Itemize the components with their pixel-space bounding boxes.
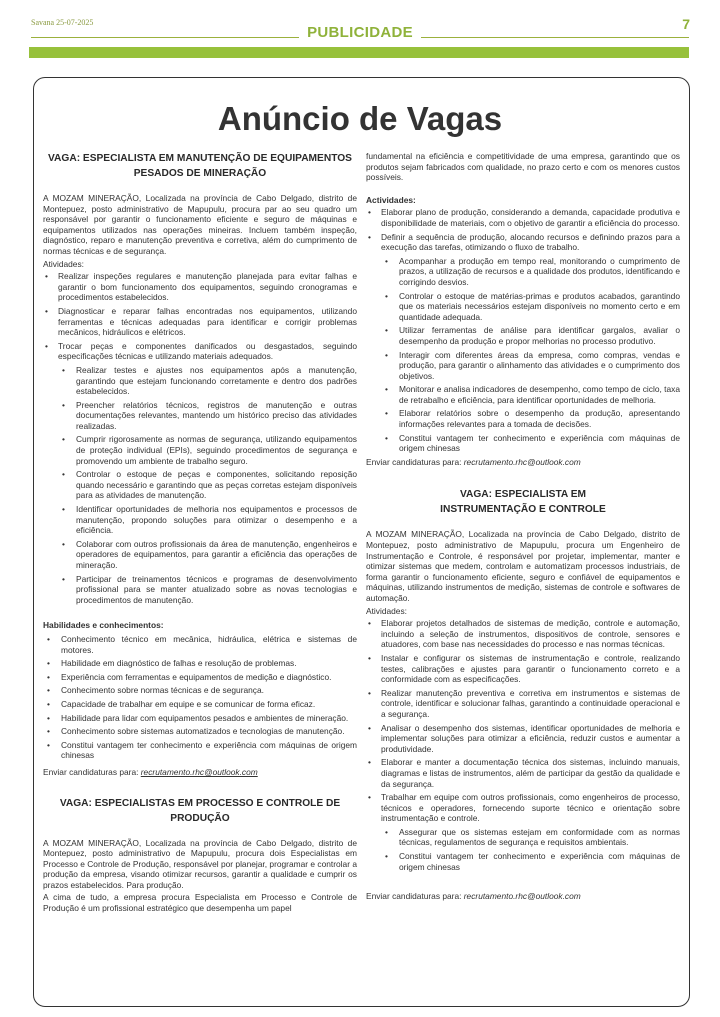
sub-list: [381, 256, 680, 454]
vacancy-intro-continued: A cima de tudo, a empresa procura Especialista em Processo e Controle de Produção é um profissional estratégico que desempenha um papel: [43, 892, 357, 914]
vacancy-title: VAGA: ESPECIALISTA EM INSTRUMENTAÇÃO E CONTROLE: [440, 489, 606, 516]
header-rule-right: [421, 37, 689, 38]
list-item: • Colaborar com outros profissionais da área de manutenção, engenheiros e operadores de equipamentos, para garantir a eficiência das operações de mineração.: [58, 539, 357, 571]
activities-list: [366, 618, 680, 872]
section-title: PUBLICIDADE: [307, 24, 413, 41]
list-item: • Controlar o estoque de matérias-primas e produtos acabados, garantindo que os materiais necessários estejam disponíveis no momento certo e em quantidade adequada.: [381, 291, 680, 323]
activities-label: Atividades:: [366, 605, 407, 616]
list-item: [366, 232, 680, 454]
list-item: • Controlar o estoque de peças e componentes, solicitando reposição quando necessário e garantindo que as peças corretas estejam disponíveis para as atividades de manutenção.: [58, 469, 357, 501]
email-link[interactable]: recrutamento.rhc@outlook.com: [463, 891, 581, 902]
list-item: • Participar de treinamentos técnicos e programas de desenvolvimento profissional para se manter atualizado sobre as novas tecnologias e procedimentos de manutenção.: [58, 574, 357, 606]
list-item: • Conhecimento sobre normas técnicas e de segurança.: [43, 685, 357, 696]
list-item: • Diagnosticar e reparar falhas encontradas nos equipamentos, utilizando ferramentas e técnicas adequadas para identificar e corrigir problemas mecânicos, hidráulicos e elétricos.: [43, 306, 357, 338]
vacancy-intro: A MOZAM MINERAÇÃO, Localizada na província de Cabo Delgado, distrito de Montepuez, posto administrativo de Mapupulu, procura dois Especialistas em Processo e Controle de Produção, responsável por planejar, programar e controlar a produção da empresa, visando otimizar recursos, garantir a qualidade e cumprir os prazos estabelecidos. Para produção.: [43, 837, 357, 890]
list-item: • Experiência com ferramentas e equipamentos de medição e diagnóstico.: [43, 672, 357, 683]
green-band: [29, 47, 689, 58]
header-rule-left: [31, 37, 299, 38]
left-column: [43, 151, 357, 916]
list-item-text: Definir a sequência de produção, alocando recursos e definindo prazos para a execução das tarefas, otimizando o fluxo de trabalho.: [381, 231, 680, 253]
vacancy-intro: A MOZAM MINERAÇÃO, Localizada na província de Cabo Delgado, distrito de Montepuez, posto administrativo de Mapupulu, procura um Engenheiro de Instrumentação e Controle, é responsável por projetar, implementar, manter e otimizar sistemas que medem, controlam e automatizam processos industriais, de forma garantir o funcionamento eficiente, seguro e confiável de equipamentos e máquinas, utilizando instrumentos de medição, sistemas de controle e softwares de automação.: [366, 529, 680, 603]
list-item: • Utilizar ferramentas de análise para identificar gargalos, avaliar o desempenho da produção e propor melhorias no processo produtivo.: [381, 325, 680, 346]
list-item: • Realizar inspeções regulares e manutenção planejada para evitar falhas e garantir o bom funcionamento dos equipamentos, seguindo cronogramas e procedimentos estabelecidos.: [43, 271, 357, 303]
list-item: • Acompanhar a produção em tempo real, monitorando o cumprimento de prazos, a utilização de recursos e a qualidade dos produtos, identificando e corrigindo desvios.: [381, 256, 680, 288]
list-item: • Realizar manutenção preventiva e corretiva em instrumentos e sistemas de controle, identificar e solucionar falhas, garantindo a continuidade operacional e a segurança.: [366, 688, 680, 720]
ad-title: Anúncio de Vagas: [217, 100, 503, 137]
right-column: [366, 151, 680, 902]
list-item: • Identificar oportunidades de melhoria nos equipamentos e processos de manutenção, propondo soluções para otimizar o desempenho e a eficiência.: [58, 504, 357, 536]
apply-label: Enviar candidaturas para:: [43, 766, 139, 777]
email-link[interactable]: recrutamento.rhc@outlook.com: [463, 456, 581, 467]
list-item: • Constitui vantagem ter conhecimento e experiência com máquinas de origem chinesas: [43, 740, 357, 761]
list-item: • Conhecimento técnico em mecânica, hidráulica, elétrica e sistemas de motores.: [43, 634, 357, 655]
list-item: • Capacidade de trabalhar em equipe e se comunicar de forma eficaz.: [43, 699, 357, 710]
list-item: • Constitui vantagem ter conhecimento e experiência com máquinas de origem chinesas: [381, 851, 680, 872]
activities-list: [43, 271, 357, 605]
list-item: • Habilidade para lidar com equipamentos pesados e ambientes de mineração.: [43, 713, 357, 724]
list-item-text: Trocar peças e componentes danificados ou desgastados, seguindo especificações técnicas e utilizando materiais adequados.: [58, 340, 357, 362]
apply-line: [366, 457, 680, 468]
sub-list: [58, 365, 357, 605]
email-link[interactable]: recrutamento.rhc@outlook.com: [140, 766, 258, 777]
activities-label: Actividades:: [366, 194, 416, 205]
sub-list: [381, 827, 680, 872]
list-item: • Interagir com diferentes áreas da empresa, como compras, vendas e produção, para garantir o alinhamento das atividades e o cumprimento dos objetivos.: [381, 350, 680, 382]
list-item: • Elaborar e manter a documentação técnica dos sistemas, incluindo manuais, diagramas e listas de instrumentos, além de participar da gestão da qualidade e da segurança.: [366, 757, 680, 789]
vacancy-intro: A MOZAM MINERAÇÃO, Localizada na província de Cabo Delgado, distrito de Montepuez, posto administrativo de Mapupulu, procura par ao seu quadro um responsável por garantir o funcionamento eficiente e seguro de máquinas e equipamentos utilizados nas operações mineiras. Incluem também inspeção, diagnóstico, reparo e manutenção preventiva e corretiva, além do cumprimento de normas técnicas e de segurança.: [43, 193, 357, 256]
list-item: [43, 341, 357, 606]
list-item: • Realizar testes e ajustes nos equipamentos após a manutenção, garantindo que estejam funcionando corretamente e dentro dos padrões estabelecidos.: [58, 365, 357, 397]
vacancy-intro-continuation: fundamental na eficiência e competitividade de uma empresa, garantindo que os produtos sejam fabricados com qualidade, no prazo certo e com os menores custos possíveis.: [366, 151, 680, 183]
list-item: • Cumprir rigorosamente as normas de segurança, utilizando equipamentos de proteção individual (EPIs), seguindo procedimentos de segurança e promovendo um ambiente de trabalho seguro.: [58, 434, 357, 466]
list-item: • Conhecimento sobre sistemas automatizados e tecnologias de manutenção.: [43, 726, 357, 737]
vacancy-title: VAGA: ESPECIALISTA EM MANUTENÇÃO DE EQUIPAMENTOS PESADOS DE MINERAÇÃO: [48, 153, 352, 179]
list-item: • Constitui vantagem ter conhecimento e experiência com máquinas de origem chinesas: [381, 433, 680, 454]
list-item: • Preencher relatórios técnicos, registros de manutenção e outras documentações relevantes, mantendo um histórico preciso das atividades realizadas.: [58, 400, 357, 432]
list-item: • Elaborar projetos detalhados de sistemas de medição, controle e automação, incluindo a seleção de instrumentos, dispositivos de controle, sensores e atuadores, com base nas necessidades do processo e nas normas técnicas.: [366, 618, 680, 650]
list-item: • Habilidade em diagnóstico de falhas e resolução de problemas.: [43, 658, 357, 669]
list-item-text: Trabalhar em equipe com outros profissionais, como engenheiros de processo, técnicos e operadores, fornecendo suporte técnico e orientação sobre instrumentação e controle.: [381, 792, 680, 824]
list-item: [366, 792, 680, 872]
apply-label: Enviar candidaturas para:: [366, 891, 462, 902]
vacancy-title: VAGA: ESPECIALISTAS EM PROCESSO E CONTROLE DE PRODUÇÃO: [59, 797, 341, 824]
skills-label: Habilidades e conhecimentos:: [43, 620, 164, 631]
list-item: • Instalar e configurar os sistemas de instrumentação e controle, realizando testes, calibrações e ajustes para garantir o funcionamento correto e a conformidade com as especificações.: [366, 653, 680, 685]
issue-date: Savana 25-07-2025: [31, 18, 94, 27]
page-number: 7: [682, 16, 690, 32]
list-item: • Monitorar e analisa indicadores de desempenho, como tempo de ciclo, taxa de retrabalho e eficiência, para identificar oportunidades de melhoria.: [381, 384, 680, 405]
activities-list: [366, 207, 680, 453]
apply-line: [366, 891, 680, 902]
activities-label: Atividades:: [43, 258, 84, 269]
apply-line: [43, 767, 357, 778]
skills-list: [43, 634, 357, 761]
list-item: • Elaborar relatórios sobre o desempenho da produção, apresentando informações relevantes para a tomada de decisões.: [381, 408, 680, 429]
list-item: • Elaborar plano de produção, considerando a demanda, capacidade produtiva e disponibilidade de materiais, com o objetivo de garantir a eficiência do processo.: [366, 207, 680, 228]
apply-label: Enviar candidaturas para:: [366, 456, 462, 467]
list-item: • Assegurar que os sistemas estejam em conformidade com as normas técnicas, regulamentos de segurança e requisitos ambientais.: [381, 827, 680, 848]
list-item: • Analisar o desempenho dos sistemas, identificar oportunidades de melhoria e implementar soluções para otimizar a eficiência, reduzir custos e aumentar a produtividade.: [366, 723, 680, 755]
